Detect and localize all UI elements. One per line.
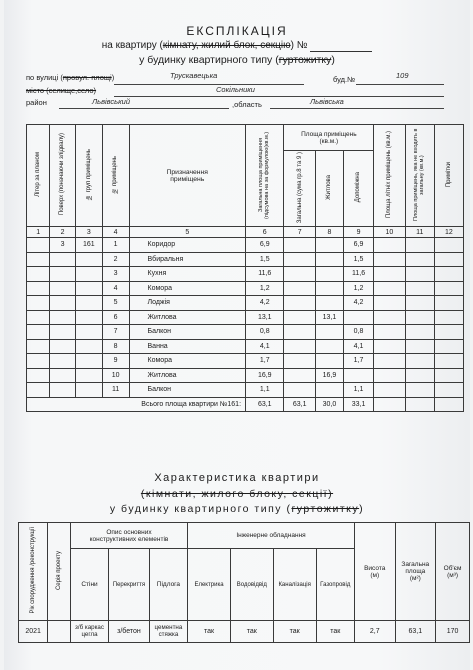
char-header-year: Рік спорудження /реконструкції: [19, 523, 48, 621]
cell-name: Коридор: [129, 238, 246, 253]
characteristic-table: [18, 522, 470, 643]
district-value: Львівський: [92, 97, 130, 106]
cell-floor: [50, 281, 76, 296]
city-label: місто (селище,село): [26, 86, 97, 95]
cell-empty: [434, 238, 463, 253]
cell-living: [315, 383, 343, 398]
region-underline: [270, 108, 444, 109]
cell-living: [315, 339, 343, 354]
cell-lit: [27, 296, 50, 311]
char-header-series: Серія проекту: [48, 523, 71, 621]
cell-empty: [405, 368, 434, 383]
cell-aux: 1,2: [343, 281, 373, 296]
cell-total: 13,1: [246, 310, 284, 325]
cell-total: 1,2: [246, 281, 284, 296]
cell-name: Житлова: [129, 310, 246, 325]
apartment-subtitle: на квартиру (кімнату, жилий блок, секцію) №: [4, 40, 470, 52]
cell-total: 0,8: [246, 325, 284, 340]
cell-floor: [50, 339, 76, 354]
cell-name: Житлова: [129, 368, 246, 383]
cell-empty: [405, 325, 434, 340]
house-underline: [356, 84, 444, 85]
char-height: 2,7: [354, 621, 395, 643]
cell-empty: [434, 383, 463, 398]
cell-no: 10: [102, 368, 129, 383]
street-line: по вулиці (провул. площі): [26, 73, 115, 82]
cell-aux: 0,8: [343, 325, 373, 340]
table-row: [27, 354, 464, 369]
char-header-height: Висота (м): [354, 523, 395, 621]
cell-no: 3: [102, 267, 129, 282]
cell-empty: [405, 238, 434, 253]
cell-name: Ванна: [129, 339, 246, 354]
total-label: Всього площа квартири №161:: [27, 397, 246, 411]
header-litera: Літер за планом: [27, 125, 50, 227]
table-row: [27, 325, 464, 340]
cell-empty: [434, 325, 463, 340]
cell-living: [315, 281, 343, 296]
char-series: [48, 621, 71, 643]
column-numbers-row: 1 2 3 4 5 6 7 8 9 10 11 12: [27, 227, 464, 238]
cell-empty: [374, 296, 405, 311]
cell-name: Комора: [129, 354, 246, 369]
cell-group: [75, 339, 102, 354]
header-summer-area: Площа літніх приміщень (кв.м.): [374, 125, 405, 227]
header-group: № груп приміщень: [75, 125, 102, 227]
cell-aux: 11,6: [343, 267, 373, 282]
cell-empty: [374, 310, 405, 325]
cell-living: [315, 267, 343, 282]
total-living: 30,0: [315, 397, 343, 411]
cell-aux: 1,7: [343, 354, 373, 369]
cell-empty: [434, 281, 463, 296]
cell-no: 7: [102, 325, 129, 340]
table-row: [27, 296, 464, 311]
char-header-floor: Підлога: [149, 549, 187, 621]
cell-name: Кухня: [129, 267, 246, 282]
cell-no: 5: [102, 296, 129, 311]
header-notes: Примітки: [434, 125, 463, 227]
characteristic-row: [19, 621, 470, 643]
cell-empty: [405, 310, 434, 325]
char-ceilings: з/бетон: [109, 621, 150, 643]
char-header-ceilings: Перекриття: [109, 549, 150, 621]
cell-no: 1: [102, 238, 129, 253]
cell-empty: [405, 267, 434, 282]
cell-living: [315, 296, 343, 311]
table-row: [27, 267, 464, 282]
apartment-number-blank: [310, 40, 372, 52]
cell-total: 6,9: [246, 238, 284, 253]
cell-group: [75, 383, 102, 398]
header-room-number: № приміщень: [102, 125, 129, 227]
cell-floor: [50, 267, 76, 282]
cell-empty: [374, 281, 405, 296]
cell-aux: 1,5: [343, 252, 373, 267]
table-row: [27, 368, 464, 383]
cell-name: Балкон: [129, 325, 246, 340]
total-row: [27, 397, 464, 411]
city-underline: [114, 96, 444, 97]
char-header-electric: Електрика: [188, 549, 231, 621]
cell-empty: [405, 252, 434, 267]
cell-empty: [374, 354, 405, 369]
char-volume: 170: [436, 621, 470, 643]
cell-empty: [374, 267, 405, 282]
cell-empty: [434, 252, 463, 267]
cell-main: [284, 368, 315, 383]
cell-group: [75, 368, 102, 383]
cell-group: [75, 310, 102, 325]
cell-floor: [50, 310, 76, 325]
cell-name: Лоджія: [129, 296, 246, 311]
cell-total: 4,1: [246, 339, 284, 354]
cell-group: [75, 281, 102, 296]
char-walls: з/б каркас цегла: [70, 621, 108, 643]
cell-group: [75, 354, 102, 369]
cell-aux: 4,2: [343, 296, 373, 311]
cell-main: [284, 383, 315, 398]
cell-floor: [50, 383, 76, 398]
cell-empty: [405, 281, 434, 296]
char-header-structural: Опис основних конструктивних елементів: [70, 523, 187, 549]
header-purpose: Призначення приміщень: [129, 125, 246, 227]
cell-aux: 1,1: [343, 383, 373, 398]
document-title: ЕКСПЛІКАЦІЯ: [186, 24, 288, 38]
cell-living: [315, 354, 343, 369]
cell-lit: [27, 383, 50, 398]
cell-empty: [434, 397, 463, 411]
cell-lit: [27, 252, 50, 267]
cell-no: 6: [102, 310, 129, 325]
cell-no: 11: [102, 383, 129, 398]
header-aux-area: Допоміжна: [343, 151, 373, 227]
cell-aux: 6,9: [343, 238, 373, 253]
cell-group: [75, 325, 102, 340]
header-total-area: Загальна площа приміщення (підсумова на за формулою(кв.м.): [246, 125, 284, 227]
cell-main: [284, 354, 315, 369]
cell-empty: [434, 368, 463, 383]
cell-living: [315, 325, 343, 340]
cell-lit: [27, 354, 50, 369]
cell-name: Вбиральня: [129, 252, 246, 267]
char-header-volume: Об'єм (м³): [436, 523, 470, 621]
cell-empty: [374, 383, 405, 398]
cell-lit: [27, 310, 50, 325]
cell-main: [284, 310, 315, 325]
char-header-walls: Стіни: [70, 549, 108, 621]
cell-empty: [405, 296, 434, 311]
char-header-sewer: Каналізація: [273, 549, 316, 621]
cell-empty: [434, 296, 463, 311]
cell-total: 1,5: [246, 252, 284, 267]
cell-lit: [27, 325, 50, 340]
char-header-water: Водовідвід: [230, 549, 273, 621]
char-year: 2021: [19, 621, 48, 643]
document-page: [4, 0, 470, 670]
building-type-subtitle: у будинку квартирного типу (гуртожитку): [139, 54, 335, 66]
cell-empty: [405, 354, 434, 369]
cell-floor: [50, 252, 76, 267]
cell-lit: [27, 368, 50, 383]
cell-total: 16,9: [246, 368, 284, 383]
table-row: [27, 310, 464, 325]
char-header-total-area: Загальна площа (м²): [395, 523, 436, 621]
cell-lit: [27, 339, 50, 354]
cell-empty: [374, 238, 405, 253]
cell-no: 2: [102, 252, 129, 267]
cell-empty: [434, 267, 463, 282]
cell-no: 4: [102, 281, 129, 296]
char-header-gas: Газопровід: [316, 549, 354, 621]
cell-main: [284, 325, 315, 340]
street-underline: [114, 84, 304, 85]
char-electric: так: [188, 621, 231, 643]
street-value: Трускавецька: [170, 71, 218, 80]
cell-main: [284, 252, 315, 267]
cell-aux: [343, 310, 373, 325]
cell-group: 161: [75, 238, 102, 253]
district-label: район: [26, 98, 47, 107]
cell-living: [315, 252, 343, 267]
header-floor: Поверх (поначаючи злідвалу): [50, 125, 76, 227]
cell-empty: [374, 397, 405, 411]
header-area-group: Площа приміщень (кв.м.): [284, 125, 374, 151]
header-summer-not-included: Площа приміщень, яка не входить в загальну (кв.м.): [405, 125, 434, 227]
cell-empty: [434, 339, 463, 354]
cell-floor: [50, 325, 76, 340]
house-value: 109: [396, 71, 409, 80]
table-row: [27, 339, 464, 354]
city-value: Сокільники: [216, 85, 255, 94]
cell-main: [284, 267, 315, 282]
explication-table: [26, 124, 464, 412]
cell-living: 16,9: [315, 368, 343, 383]
cell-total: 1,1: [246, 383, 284, 398]
house-label: буд.№: [333, 75, 356, 84]
cell-main: [284, 281, 315, 296]
characteristic-subtitle: у будинку квартирного типу (гуртожитку): [109, 503, 365, 515]
cell-empty: [434, 310, 463, 325]
cell-name: Балкон: [129, 383, 246, 398]
total-total: 63,1: [246, 397, 284, 411]
cell-total: 11,6: [246, 267, 284, 282]
characteristic-title: Характеристика квартири: [154, 472, 320, 484]
cell-lit: [27, 281, 50, 296]
cell-group: [75, 267, 102, 282]
char-header-engineering: Інженерне обладнання: [188, 523, 355, 549]
total-main: 63,1: [284, 397, 315, 411]
cell-floor: 3: [50, 238, 76, 253]
cell-group: [75, 296, 102, 311]
table-row: [27, 252, 464, 267]
cell-floor: [50, 354, 76, 369]
char-water: так: [230, 621, 273, 643]
cell-living: [315, 238, 343, 253]
cell-empty: [374, 339, 405, 354]
cell-no: 9: [102, 354, 129, 369]
characteristic-subtitle-struck: (кімнати, жилого блоку, секції): [140, 488, 334, 500]
table-row: [27, 383, 464, 398]
cell-total: 1,7: [246, 354, 284, 369]
char-total-area: 63,1: [395, 621, 436, 643]
table-row: [27, 238, 464, 253]
header-living-area: Житлова: [315, 151, 343, 227]
cell-empty: [434, 354, 463, 369]
cell-no: 8: [102, 339, 129, 354]
table-row: [27, 281, 464, 296]
cell-lit: [27, 238, 50, 253]
total-aux: 33,1: [343, 397, 373, 411]
cell-floor: [50, 296, 76, 311]
cell-empty: [405, 339, 434, 354]
cell-lit: [27, 267, 50, 282]
cell-group: [75, 252, 102, 267]
char-floor: цементна стяжка: [149, 621, 187, 643]
cell-main: [284, 238, 315, 253]
cell-name: Комора: [129, 281, 246, 296]
cell-aux: 4,1: [343, 339, 373, 354]
cell-total: 4,2: [246, 296, 284, 311]
cell-empty: [374, 325, 405, 340]
cell-empty: [405, 397, 434, 411]
header-main-area: Загальна (сума гр.8 та 9 ): [284, 151, 315, 227]
cell-main: [284, 339, 315, 354]
cell-main: [284, 296, 315, 311]
region-value: Львівська: [310, 97, 344, 106]
cell-floor: [50, 368, 76, 383]
cell-empty: [374, 252, 405, 267]
district-underline: [59, 108, 229, 109]
cell-empty: [405, 383, 434, 398]
cell-living: 13,1: [315, 310, 343, 325]
char-gas: так: [316, 621, 354, 643]
region-label: ,область: [232, 100, 262, 109]
cell-empty: [374, 368, 405, 383]
char-sewer: так: [273, 621, 316, 643]
cell-aux: [343, 368, 373, 383]
